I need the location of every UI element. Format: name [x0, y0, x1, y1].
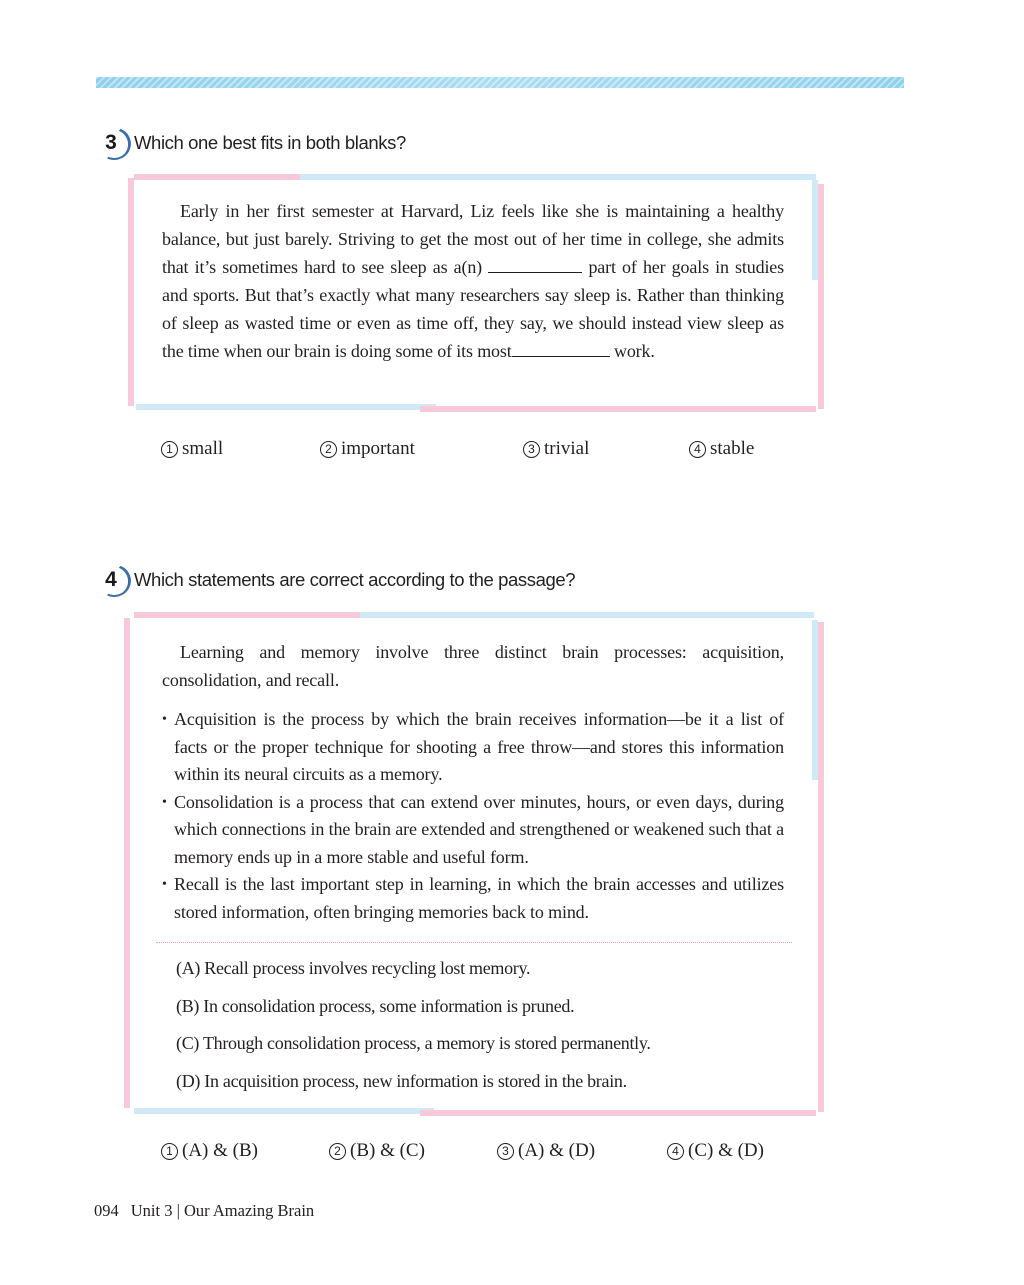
header-stripe: [96, 77, 904, 88]
list-item: • Acquisition is the process by which the brain receives information—be it a list of facts or the proper technique for shooting a free throw—and stores this information within its neural circuits as a memory.: [162, 706, 784, 789]
choice-number: 2: [329, 1143, 346, 1160]
choice-3[interactable]: [497, 1140, 595, 1162]
statement-c: (C) Through consolidation process, a memory is stored permanently.: [176, 1033, 651, 1053]
question-number: 3: [96, 128, 126, 158]
answer-blank: [512, 338, 610, 357]
answer-blank: [488, 254, 582, 273]
choice-number: 3: [523, 441, 540, 458]
question-text: Which statements are correct according to the passage?: [134, 569, 576, 590]
choice-number: 4: [689, 441, 706, 458]
choice-1[interactable]: [161, 1140, 258, 1162]
choice-label: important: [341, 438, 415, 459]
statement-b: (B) In consolidation process, some information is pruned.: [176, 995, 575, 1016]
q4-passage: [162, 638, 784, 926]
q3-passage: [162, 197, 784, 365]
choice-number: 2: [320, 441, 337, 458]
choice-number: 3: [497, 1143, 514, 1160]
question-4-header: [96, 563, 575, 597]
process-list: [162, 706, 784, 926]
statement-list: [176, 956, 651, 1106]
statement-a: (A) Recall process involves recycling lost memory.: [176, 958, 531, 978]
divider: [156, 942, 792, 943]
choice-label: (A) & (D): [518, 1140, 596, 1161]
passage-intro: Learning and memory involve three distinct brain processes: acquisition, consolidation, and recall.: [162, 642, 784, 690]
choice-3[interactable]: [523, 438, 589, 460]
choice-4[interactable]: [667, 1140, 764, 1162]
question-text: Which one best fits in both blanks?: [134, 132, 406, 153]
choice-2[interactable]: [320, 438, 415, 460]
choice-label: small: [182, 438, 224, 459]
page-footer: [94, 1201, 314, 1221]
choice-4[interactable]: [689, 438, 754, 460]
choice-number: 1: [161, 1143, 178, 1160]
choice-label: trivial: [544, 438, 590, 459]
choice-number: 4: [667, 1143, 684, 1160]
passage-text: Early in her first semester at Harvard, Liz feels like she is maintaining a healthy balance, but just barely. Striving to get the most out of her time in college, she admits that it’s sometimes hard to see sleep as a(n): [162, 201, 784, 277]
statement-d: (D) In acquisition process, new information is stored in the brain.: [176, 1070, 627, 1091]
question-number: 4: [96, 565, 126, 595]
choice-number: 1: [161, 441, 178, 458]
choice-label: (B) & (C): [350, 1140, 425, 1161]
list-item: • Recall is the last important step in learning, in which the brain accesses and utilizes stored information, often bringing memories back to mind.: [162, 871, 784, 926]
choice-label: stable: [710, 438, 755, 459]
list-item: • Consolidation is a process that can extend over minutes, hours, or even days, during which connections in the brain are extended and strengthened or weakened such that a memory ends up in a more stable and useful form.: [162, 789, 784, 872]
passage-text: part of her goals in studies and sports. But that’s exactly what many researchers say sleep is. Rather than thinking of sleep as wasted time or even as time off, they say, we should instead view sleep as the time when our brain is doing some of its most: [162, 257, 784, 361]
choice-1[interactable]: [161, 438, 223, 460]
choice-label: (A) & (B): [182, 1140, 258, 1161]
choice-2[interactable]: [329, 1140, 425, 1162]
page-number: 094: [94, 1201, 119, 1220]
unit-title: Unit 3 | Our Amazing Brain: [130, 1201, 315, 1220]
passage-text: work.: [613, 341, 655, 361]
question-3-header: [96, 126, 406, 160]
choice-label: (C) & (D): [688, 1140, 764, 1161]
